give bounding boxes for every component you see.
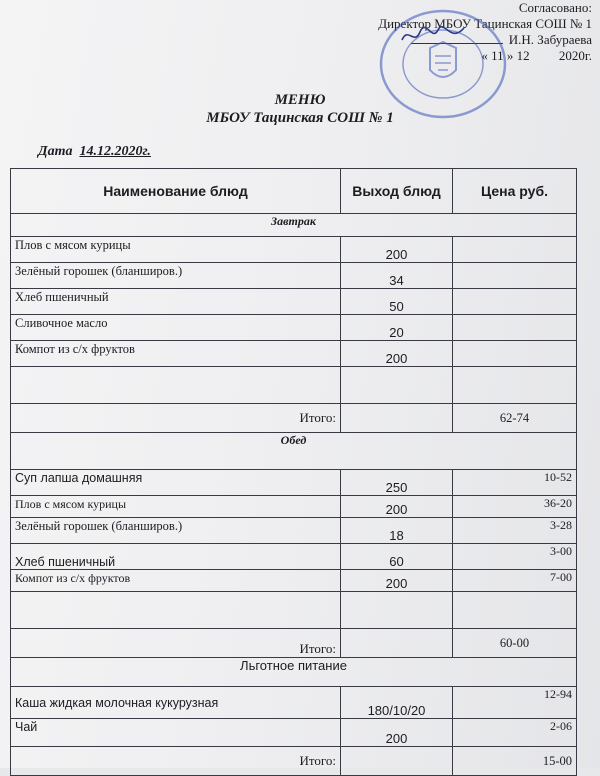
table-row: Хлеб пшеничный 60 3-00 <box>11 544 577 570</box>
breakfast-total-row <box>11 404 577 433</box>
table-row: Компот из с/х фруктов 200 7-00 <box>11 570 577 592</box>
table-row: Плов с мясом курицы 200 36-20 <box>11 496 577 518</box>
menu-table <box>10 168 577 776</box>
total-value: 60-00 <box>453 629 577 658</box>
total-value: 62-74 <box>453 404 577 433</box>
approval-agreed: Согласовано: <box>518 0 592 15</box>
approval-signature-line <box>378 32 592 48</box>
approval-block <box>378 0 592 64</box>
approval-director: Директор МБОУ Тацинская СОШ № 1 <box>378 16 592 31</box>
table-row: Хлеб пшеничный 50 <box>11 289 577 315</box>
table-header <box>11 169 577 214</box>
approval-date-month: 12 <box>516 48 530 63</box>
school-name: МБОУ Тацинская СОШ № 1 <box>206 110 394 126</box>
lunch-total-row <box>11 629 577 658</box>
approval-date-day: « 11 » <box>481 48 514 63</box>
table-row: Зелёный горошек (бланширов.) 18 3-28 <box>11 518 577 544</box>
section-discount: Льготное питание <box>11 658 577 687</box>
table-row: Суп лапша домашняя 250 10-52 <box>11 470 577 496</box>
table-row: Компот из с/х фруктов 200 <box>11 341 577 367</box>
col-name-header: Наименование блюд <box>11 169 341 214</box>
section-breakfast: Завтрак <box>11 214 577 237</box>
table-row: Сливочное масло 20 <box>11 315 577 341</box>
total-label: Итого: <box>11 629 341 658</box>
total-label: Итого: <box>11 404 341 433</box>
date-value: 14.12.2020г. <box>79 144 151 159</box>
total-label: Итого: <box>11 747 341 776</box>
menu-title: МЕНЮ <box>274 92 326 108</box>
date-label: Дата <box>38 144 73 159</box>
approval-name: И.Н. Забураева <box>508 32 592 47</box>
table-row: Каша жидкая молочная кукурузная 180/10/20 12-94 <box>11 687 577 719</box>
col-price-header: Цена руб. <box>453 169 577 214</box>
table-row-empty <box>11 592 577 629</box>
discount-total-row <box>11 747 577 776</box>
table-row: Плов с мясом курицы 200 <box>11 237 577 263</box>
col-output-header: Выход блюд <box>341 169 453 214</box>
approval-date <box>378 48 592 64</box>
menu-date <box>38 144 151 160</box>
approval-year: 2020г. <box>558 48 592 63</box>
table-row: Чай 200 2-06 <box>11 719 577 747</box>
table-row-empty <box>11 367 577 404</box>
total-value: 15-00 <box>453 747 577 776</box>
section-lunch: Обед <box>11 433 577 470</box>
table-row: Зелёный горошек (бланширов.) 34 <box>11 263 577 289</box>
